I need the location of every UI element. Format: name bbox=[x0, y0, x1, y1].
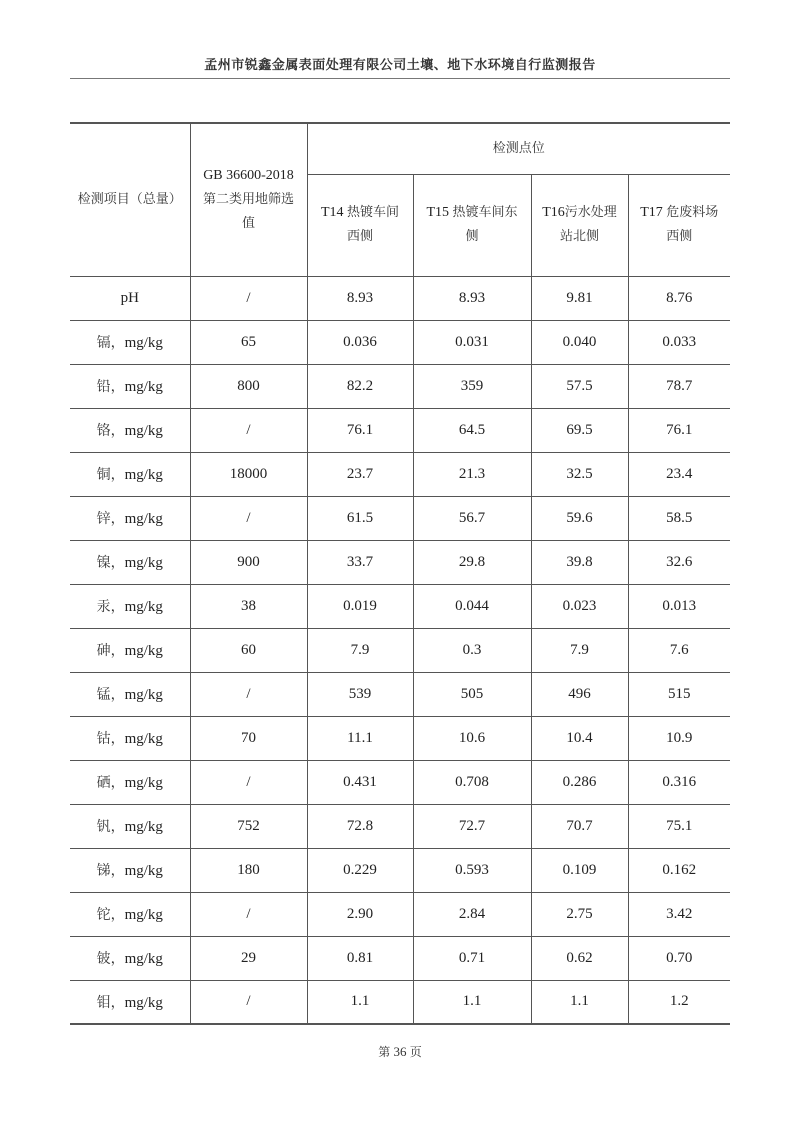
header-point-t15: T15 热镀车间东 侧 bbox=[413, 174, 531, 276]
cell-measured-value: 10.4 bbox=[531, 716, 628, 760]
cell-measured-value: 23.7 bbox=[307, 452, 413, 496]
cell-standard-value: / bbox=[190, 408, 307, 452]
cell-measured-value: 70.7 bbox=[531, 804, 628, 848]
table-row bbox=[70, 584, 730, 628]
cell-measured-value: 57.5 bbox=[531, 364, 628, 408]
page-footer: 第 36 页 bbox=[378, 1044, 422, 1059]
monitoring-results-table bbox=[70, 122, 730, 1025]
cell-measured-value: 0.316 bbox=[628, 760, 730, 804]
cell-test-item: 铬，mg/kg bbox=[70, 408, 190, 452]
cell-measured-value: 1.1 bbox=[413, 980, 531, 1024]
table-row bbox=[70, 364, 730, 408]
cell-measured-value: 515 bbox=[628, 672, 730, 716]
header-sampling-points-group: 检测点位 bbox=[307, 123, 730, 174]
cell-measured-value: 0.593 bbox=[413, 848, 531, 892]
cell-measured-value: 1.1 bbox=[307, 980, 413, 1024]
cell-measured-value: 2.90 bbox=[307, 892, 413, 936]
cell-measured-value: 76.1 bbox=[307, 408, 413, 452]
cell-measured-value: 359 bbox=[413, 364, 531, 408]
cell-measured-value: 1.2 bbox=[628, 980, 730, 1024]
table-row bbox=[70, 540, 730, 584]
cell-standard-value: / bbox=[190, 892, 307, 936]
cell-measured-value: 59.6 bbox=[531, 496, 628, 540]
cell-measured-value: 39.8 bbox=[531, 540, 628, 584]
cell-standard-value: 800 bbox=[190, 364, 307, 408]
cell-measured-value: 7.9 bbox=[531, 628, 628, 672]
cell-measured-value: 9.81 bbox=[531, 276, 628, 320]
cell-measured-value: 0.013 bbox=[628, 584, 730, 628]
cell-measured-value: 69.5 bbox=[531, 408, 628, 452]
cell-standard-value: / bbox=[190, 672, 307, 716]
table-row bbox=[70, 936, 730, 980]
cell-standard-value: / bbox=[190, 276, 307, 320]
cell-standard-value: / bbox=[190, 760, 307, 804]
cell-measured-value: 8.93 bbox=[307, 276, 413, 320]
cell-standard-value: 29 bbox=[190, 936, 307, 980]
header-point-t17: T17 危废料场 西侧 bbox=[628, 174, 730, 276]
cell-test-item: 汞，mg/kg bbox=[70, 584, 190, 628]
cell-standard-value: 752 bbox=[190, 804, 307, 848]
table-row bbox=[70, 452, 730, 496]
cell-measured-value: 23.4 bbox=[628, 452, 730, 496]
cell-measured-value: 0.286 bbox=[531, 760, 628, 804]
table-row bbox=[70, 892, 730, 936]
cell-measured-value: 29.8 bbox=[413, 540, 531, 584]
cell-measured-value: 64.5 bbox=[413, 408, 531, 452]
cell-measured-value: 8.93 bbox=[413, 276, 531, 320]
cell-measured-value: 72.7 bbox=[413, 804, 531, 848]
cell-test-item: 砷，mg/kg bbox=[70, 628, 190, 672]
cell-measured-value: 78.7 bbox=[628, 364, 730, 408]
table-row bbox=[70, 408, 730, 452]
cell-measured-value: 61.5 bbox=[307, 496, 413, 540]
cell-test-item: 钴，mg/kg bbox=[70, 716, 190, 760]
cell-measured-value: 0.229 bbox=[307, 848, 413, 892]
cell-measured-value: 0.031 bbox=[413, 320, 531, 364]
cell-measured-value: 539 bbox=[307, 672, 413, 716]
cell-measured-value: 0.162 bbox=[628, 848, 730, 892]
cell-measured-value: 0.3 bbox=[413, 628, 531, 672]
cell-test-item: 锌，mg/kg bbox=[70, 496, 190, 540]
cell-measured-value: 0.71 bbox=[413, 936, 531, 980]
cell-measured-value: 1.1 bbox=[531, 980, 628, 1024]
cell-standard-value: 60 bbox=[190, 628, 307, 672]
cell-measured-value: 3.42 bbox=[628, 892, 730, 936]
cell-test-item: 镍，mg/kg bbox=[70, 540, 190, 584]
table-row bbox=[70, 672, 730, 716]
header-divider bbox=[70, 78, 730, 79]
cell-measured-value: 10.9 bbox=[628, 716, 730, 760]
table-row bbox=[70, 760, 730, 804]
cell-measured-value: 75.1 bbox=[628, 804, 730, 848]
cell-measured-value: 0.044 bbox=[413, 584, 531, 628]
cell-measured-value: 0.62 bbox=[531, 936, 628, 980]
cell-measured-value: 56.7 bbox=[413, 496, 531, 540]
table-row bbox=[70, 716, 730, 760]
cell-test-item: 锑，mg/kg bbox=[70, 848, 190, 892]
cell-standard-value: 70 bbox=[190, 716, 307, 760]
cell-measured-value: 21.3 bbox=[413, 452, 531, 496]
table-row bbox=[70, 804, 730, 848]
table-row bbox=[70, 980, 730, 1024]
cell-test-item: pH bbox=[70, 276, 190, 320]
cell-measured-value: 7.6 bbox=[628, 628, 730, 672]
page-number: 36 bbox=[393, 1044, 407, 1059]
table-row bbox=[70, 320, 730, 364]
cell-measured-value: 0.70 bbox=[628, 936, 730, 980]
cell-measured-value: 82.2 bbox=[307, 364, 413, 408]
cell-measured-value: 0.109 bbox=[531, 848, 628, 892]
cell-test-item: 硒，mg/kg bbox=[70, 760, 190, 804]
cell-test-item: 铍，mg/kg bbox=[70, 936, 190, 980]
cell-measured-value: 32.6 bbox=[628, 540, 730, 584]
cell-measured-value: 0.708 bbox=[413, 760, 531, 804]
cell-measured-value: 0.023 bbox=[531, 584, 628, 628]
cell-standard-value: 38 bbox=[190, 584, 307, 628]
cell-measured-value: 33.7 bbox=[307, 540, 413, 584]
cell-standard-value: 18000 bbox=[190, 452, 307, 496]
cell-measured-value: 0.019 bbox=[307, 584, 413, 628]
cell-standard-value: / bbox=[190, 980, 307, 1024]
cell-standard-value: 180 bbox=[190, 848, 307, 892]
cell-measured-value: 76.1 bbox=[628, 408, 730, 452]
cell-standard-value: 900 bbox=[190, 540, 307, 584]
cell-measured-value: 0.036 bbox=[307, 320, 413, 364]
table-row bbox=[70, 496, 730, 540]
cell-measured-value: 0.431 bbox=[307, 760, 413, 804]
cell-measured-value: 0.81 bbox=[307, 936, 413, 980]
cell-measured-value: 2.75 bbox=[531, 892, 628, 936]
cell-measured-value: 58.5 bbox=[628, 496, 730, 540]
cell-test-item: 铅，mg/kg bbox=[70, 364, 190, 408]
cell-measured-value: 2.84 bbox=[413, 892, 531, 936]
cell-standard-value: 65 bbox=[190, 320, 307, 364]
cell-measured-value: 496 bbox=[531, 672, 628, 716]
cell-test-item: 铜，mg/kg bbox=[70, 452, 190, 496]
cell-measured-value: 10.6 bbox=[413, 716, 531, 760]
page-header-title: 孟州市锐鑫金属表面处理有限公司土壤、地下水环境自行监测报告 bbox=[204, 58, 596, 73]
cell-test-item: 铊，mg/kg bbox=[70, 892, 190, 936]
cell-measured-value: 32.5 bbox=[531, 452, 628, 496]
cell-measured-value: 7.9 bbox=[307, 628, 413, 672]
cell-measured-value: 72.8 bbox=[307, 804, 413, 848]
cell-test-item: 锰，mg/kg bbox=[70, 672, 190, 716]
cell-measured-value: 505 bbox=[413, 672, 531, 716]
table-row bbox=[70, 848, 730, 892]
header-standard-value: GB 36600-2018 第二类用地筛选 值 bbox=[190, 123, 307, 276]
cell-measured-value: 0.040 bbox=[531, 320, 628, 364]
cell-test-item: 钒，mg/kg bbox=[70, 804, 190, 848]
header-point-t16: T16污水处理 站北侧 bbox=[531, 174, 628, 276]
cell-measured-value: 0.033 bbox=[628, 320, 730, 364]
table-row bbox=[70, 276, 730, 320]
cell-standard-value: / bbox=[190, 496, 307, 540]
header-point-t14: T14 热镀车间 西侧 bbox=[307, 174, 413, 276]
cell-measured-value: 8.76 bbox=[628, 276, 730, 320]
cell-test-item: 钼，mg/kg bbox=[70, 980, 190, 1024]
cell-measured-value: 11.1 bbox=[307, 716, 413, 760]
table-row bbox=[70, 628, 730, 672]
header-test-item: 检测项目（总量） bbox=[70, 123, 190, 276]
cell-test-item: 镉，mg/kg bbox=[70, 320, 190, 364]
